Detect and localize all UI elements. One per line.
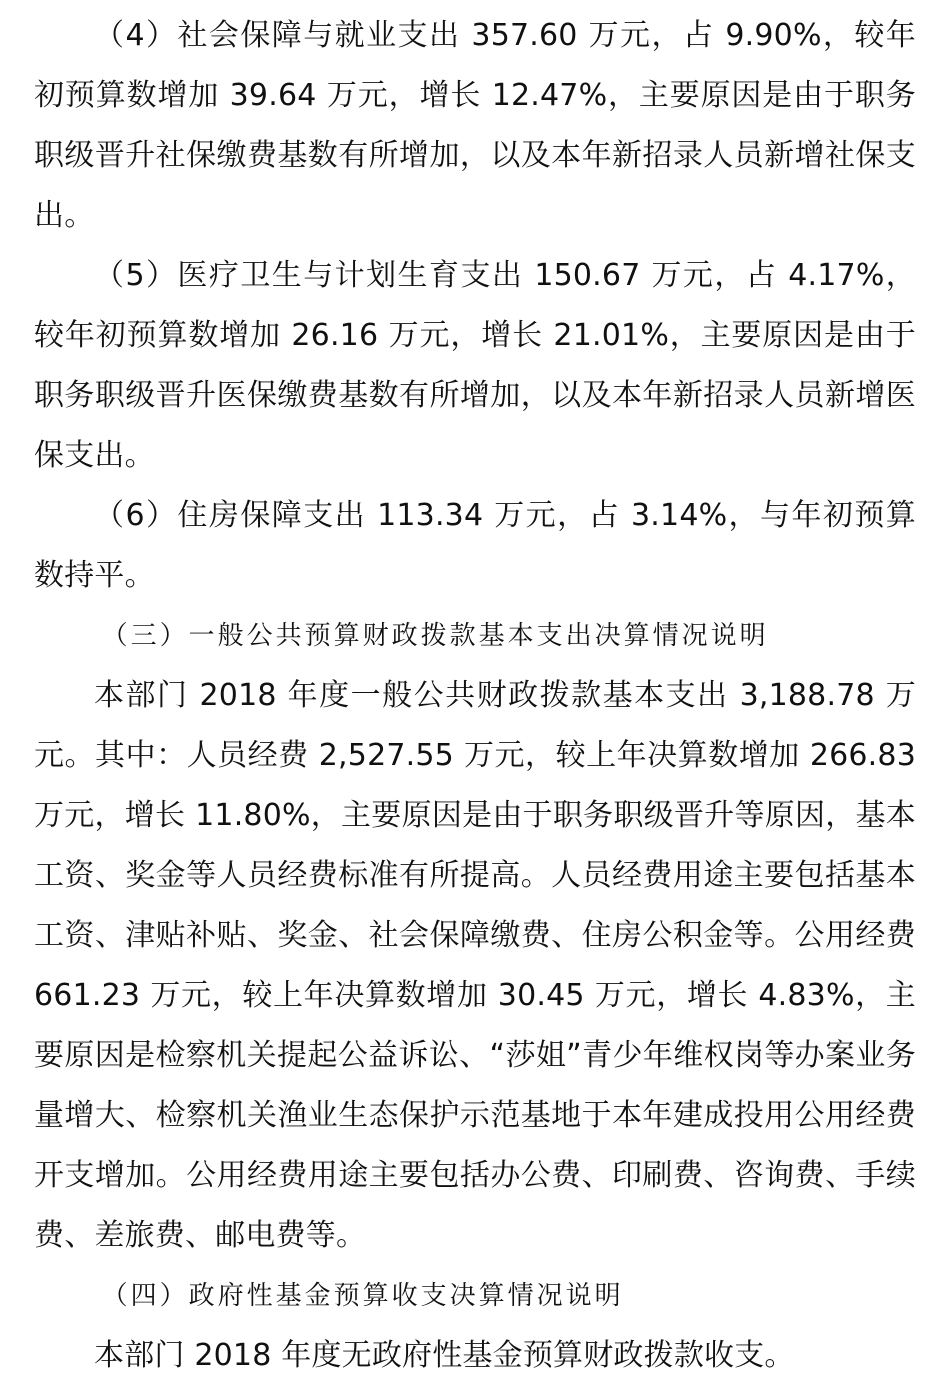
para-basic-expenditure: 本部门 2018 年度一般公共财政拨款基本支出 3,188.78 万元。其中：人员经费 2,527.55 万元，较上年决算数增加 266.83 万元，增长 11.80%，主要原因是由于职务职级晋升等原因，基本工资、奖金等人员经费标准有所提高。人员经费用途主要包括基本工资、津贴补贴、奖金、社会保障缴费、住房公积金等。公用经费 661.23 万元，较上年决算数增加 30.45 万元，增长 4.83%，主要原因是检察机关提起公益诉讼、“莎姐”青少年维权岗等办案业务量增大、检察机关渔业生态保护示范基地于本年建成投用公用经费开支增加。公用经费用途主要包括办公费、印刷费、咨询费、手续费、差旅费、邮电费等。: [34, 678, 916, 1253]
heading-basic-expenditure: （三）一般公共预算财政拨款基本支出决算情况说明: [101, 621, 769, 651]
para-housing: （6）住房保障支出 113.34 万元，占 3.14%，与年初预算数持平。: [34, 498, 916, 593]
heading-government-fund: （四）政府性基金预算收支决算情况说明: [101, 1281, 624, 1311]
para-social-security: （4）社会保障与就业支出 357.60 万元，占 9.90%，较年初预算数增加 39.64 万元，增长 12.47%，主要原因是由于职务职级晋升社保缴费基数有所增加，以及本年新招录人员新增社保支出。: [34, 18, 916, 233]
para-medical-health: （5）医疗卫生与计划生育支出 150.67 万元，占 4.17%，较年初预算数增加 26.16 万元，增长 21.01%，主要原因是由于职务职级晋升医保缴费基数有所增加，以及本年新招录人员新增医保支出。: [34, 258, 916, 473]
para-government-fund: 本部门 2018 年度无政府性基金预算财政拨款收支。: [94, 1338, 795, 1373]
